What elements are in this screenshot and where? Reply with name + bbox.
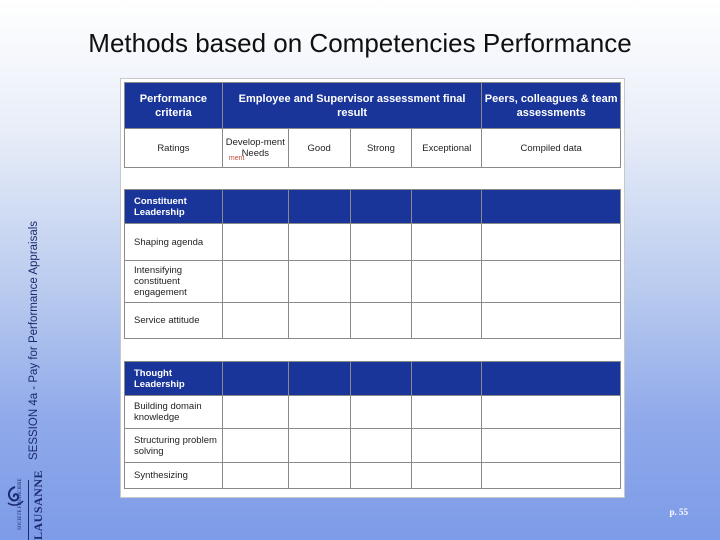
criteria-label: Building domain knowledge: [125, 396, 223, 429]
criteria-label: Structuring problem solving: [125, 429, 223, 463]
development-note: ment: [228, 155, 245, 162]
subheader-development-needs: Develop-ment Needs ment: [222, 129, 288, 168]
competencies-table-panel: [120, 78, 625, 498]
header-employee-supervisor: Employee and Supervisor assessment final result: [222, 83, 481, 129]
logo-text: LAUSANNE: [31, 469, 45, 540]
criteria-row: [125, 224, 621, 261]
slide-title: Methods based on Competencies Performance: [88, 28, 632, 58]
subheader-strong: Strong: [350, 129, 412, 168]
criteria-row: [125, 463, 621, 489]
header-row: [125, 83, 621, 129]
group-row: [125, 362, 621, 396]
criteria-label: Synthesizing: [125, 463, 223, 489]
header-performance-criteria: Performance criteria: [125, 83, 223, 129]
criteria-row: [125, 429, 621, 463]
criteria-label: Service attitude: [125, 303, 223, 339]
subheader-good: Good: [288, 129, 350, 168]
competencies-body-table: [124, 189, 621, 339]
criteria-row: [125, 396, 621, 429]
subheader-exceptional: Exceptional: [412, 129, 482, 168]
assessment-header-table: [124, 82, 621, 168]
subheader-ratings: Ratings: [125, 129, 223, 168]
group-label: Constituent Leadership: [125, 190, 223, 224]
subheader-compiled-data: Compiled data: [482, 129, 621, 168]
group-row: [125, 190, 621, 224]
logo-subtext: SOCIETE FINANCIERE: [18, 478, 23, 530]
page-number: p. 55: [669, 507, 688, 517]
criteria-row: [125, 261, 621, 303]
subheader-row: [125, 129, 621, 168]
header-peers-team: Peers, colleagues & team assessments: [482, 83, 621, 129]
session-label: SESSION 4a - Pay for Performance Appraisals: [28, 220, 40, 460]
criteria-label: Intensifying constituent engagement: [125, 261, 223, 303]
competencies-body-table-2: [124, 361, 621, 489]
group-label: Thought Leadership: [125, 362, 223, 396]
criteria-label: Shaping agenda: [125, 224, 223, 261]
criteria-row: [125, 303, 621, 339]
